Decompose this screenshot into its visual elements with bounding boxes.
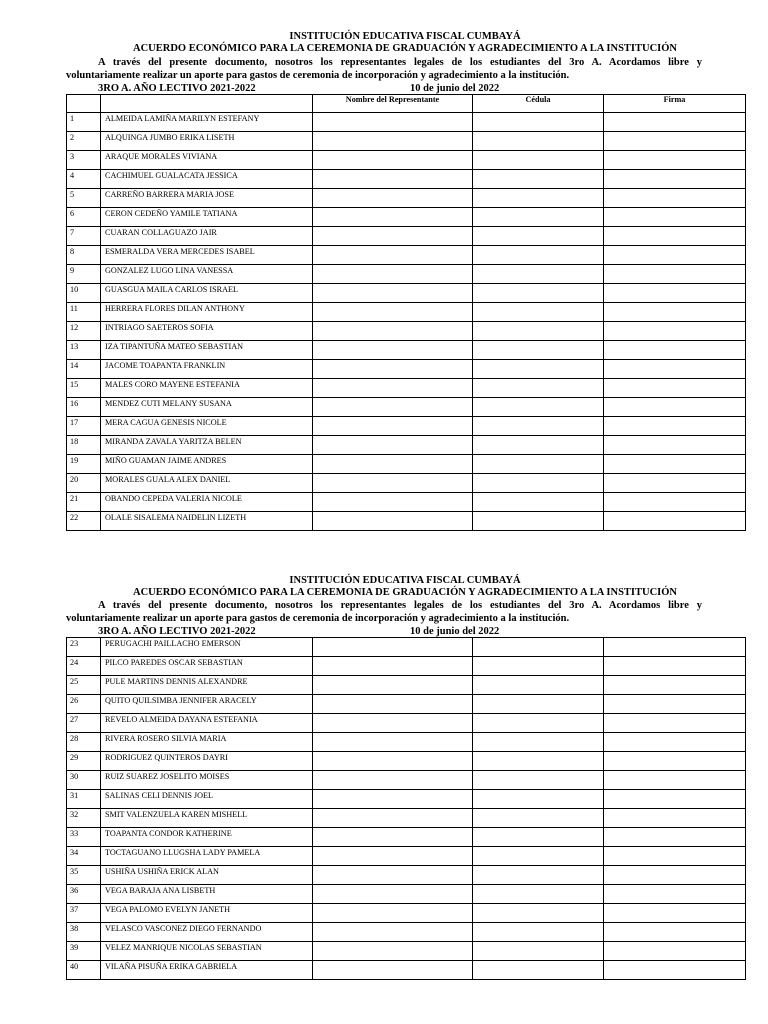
student-name: CARREÑO BARRERA MARIA JOSE [101,189,313,208]
row-number: 9 [67,265,101,284]
id-number-field[interactable] [473,809,604,828]
table-row [67,265,746,284]
table-row [67,866,746,885]
table-row [67,657,746,676]
student-name: IZA TIPANTUÑA MATEO SEBASTIAN [101,341,313,360]
student-name: VILAÑA PISUÑA ERIKA GABRIELA [101,961,313,980]
student-name: MERA CAGUA GENESIS NICOLE [101,417,313,436]
id-number-field[interactable] [473,341,604,360]
table-row [67,676,746,695]
student-name: VELASCO VASCONEZ DIEGO FERNANDO [101,923,313,942]
signature-field[interactable] [604,208,746,227]
table-row [67,512,746,531]
student-name: ARAQUE MORALES VIVIANA [101,151,313,170]
signature-table-1 [66,94,746,531]
representative-name-field[interactable] [313,695,473,714]
representative-name-field[interactable] [313,752,473,771]
representative-name-field[interactable] [313,170,473,189]
id-number-field[interactable] [473,752,604,771]
id-number-field[interactable] [473,733,604,752]
signature-field[interactable] [604,303,746,322]
row-number: 33 [67,828,101,847]
signature-field[interactable] [604,436,746,455]
signature-field[interactable] [604,961,746,980]
representative-name-field[interactable] [313,923,473,942]
student-name: PULE MARTINS DENNIS ALEXANDRE [101,676,313,695]
representative-name-field[interactable] [313,341,473,360]
row-number: 36 [67,885,101,904]
id-number-field[interactable] [473,885,604,904]
representative-name-field[interactable] [313,379,473,398]
row-number: 10 [67,284,101,303]
signature-field[interactable] [604,132,746,151]
student-name: VEGA PALOMO EVELYN JANETH [101,904,313,923]
signature-field[interactable] [604,379,746,398]
row-number: 19 [67,455,101,474]
row-number: 17 [67,417,101,436]
representative-name-field[interactable] [313,771,473,790]
representative-name-field[interactable] [313,961,473,980]
student-name: GUASGUA MAILA CARLOS ISRAEL [101,284,313,303]
intro-line-1: A través del presente documento, nosotros los representantes legales de los estudiantes del 3ro A. Acordamos libre y [98,57,702,68]
institution-title: INSTITUCIÓN EDUCATIVA FISCAL CUMBAYÁ [289,31,521,42]
table-row [67,208,746,227]
signature-field[interactable] [604,322,746,341]
signature-field[interactable] [604,733,746,752]
signature-field[interactable] [604,170,746,189]
table-row [67,638,746,657]
id-number-field[interactable] [473,695,604,714]
student-name: REVELO ALMEIDA DAYANA ESTEFANIA [101,714,313,733]
row-number: 16 [67,398,101,417]
agreement-title: ACUERDO ECONÓMICO PARA LA CEREMONIA DE GRADUACIÓN Y AGRADECIMIENTO A LA INSTITUCIÓN [132,42,678,54]
institution-title: INSTITUCIÓN EDUCATIVA FISCAL CUMBAYÁ [289,575,521,586]
table-row [67,828,746,847]
representative-name-field[interactable] [313,657,473,676]
column-header-id: Cédula [473,95,604,113]
student-name: CERON CEDEÑO YAMILE TATIANA [101,208,313,227]
id-number-field[interactable] [473,132,604,151]
signature-field[interactable] [604,360,746,379]
row-number: 15 [67,379,101,398]
representative-name-field[interactable] [313,809,473,828]
student-name: MIÑO GUAMAN JAIME ANDRES [101,455,313,474]
id-number-field[interactable] [473,113,604,132]
row-number: 29 [67,752,101,771]
student-name: TOCTAGUANO LLUGSHA LADY PAMELA [101,847,313,866]
row-number: 31 [67,790,101,809]
signature-field[interactable] [604,942,746,961]
signature-field[interactable] [604,341,746,360]
signature-field[interactable] [604,657,746,676]
representative-name-field[interactable] [313,265,473,284]
representative-name-field[interactable] [313,284,473,303]
row-number: 34 [67,847,101,866]
row-number: 3 [67,151,101,170]
table-row [67,847,746,866]
column-header-signature: Firma [604,95,746,113]
table-row [67,714,746,733]
student-name: RODRIGUEZ QUINTEROS DAYRI [101,752,313,771]
document-date: 10 de junio del 2022 [410,83,500,94]
id-number-field[interactable] [473,322,604,341]
table-body-1 [67,113,746,531]
signature-field[interactable] [604,493,746,512]
student-name: MORALES GUALA ALEX DANIEL [101,474,313,493]
table-row [67,493,746,512]
representative-name-field[interactable] [313,638,473,657]
row-number: 38 [67,923,101,942]
class-year: 3RO A. AÑO LECTIVO 2021-2022 [98,626,256,637]
representative-name-field[interactable] [313,942,473,961]
row-number: 18 [67,436,101,455]
signature-field[interactable] [604,246,746,265]
id-number-field[interactable] [473,904,604,923]
signature-field[interactable] [604,752,746,771]
sheet2-header [66,575,744,598]
signature-field[interactable] [604,904,746,923]
intro-paragraph [66,600,702,625]
row-number: 11 [67,303,101,322]
table-row [67,474,746,493]
row-number: 5 [67,189,101,208]
representative-name-field[interactable] [313,303,473,322]
student-name: USHIÑA USHIÑA ERICK ALAN [101,866,313,885]
id-number-field[interactable] [473,657,604,676]
table-row [67,436,746,455]
signature-field[interactable] [604,265,746,284]
representative-name-field[interactable] [313,828,473,847]
row-number: 28 [67,733,101,752]
table-row [67,752,746,771]
row-number: 20 [67,474,101,493]
column-header-number [67,95,101,113]
id-number-field[interactable] [473,284,604,303]
id-number-field[interactable] [473,227,604,246]
id-number-field[interactable] [473,771,604,790]
signature-field[interactable] [604,113,746,132]
student-name: ESMERALDA VERA MERCEDES ISABEL [101,246,313,265]
table-row [67,771,746,790]
signature-field[interactable] [604,790,746,809]
table-row [67,360,746,379]
table-row [67,189,746,208]
row-number: 27 [67,714,101,733]
sheet1-header [66,31,744,54]
row-number: 14 [67,360,101,379]
table-row [67,417,746,436]
signature-field[interactable] [604,638,746,657]
id-number-field[interactable] [473,961,604,980]
signature-field[interactable] [604,885,746,904]
student-name: HERRERA FLORES DILAN ANTHONY [101,303,313,322]
signature-field[interactable] [604,398,746,417]
representative-name-field[interactable] [313,132,473,151]
representative-name-field[interactable] [313,417,473,436]
table-row [67,923,746,942]
table-row [67,790,746,809]
signature-field[interactable] [604,923,746,942]
table-row [67,341,746,360]
representative-name-field[interactable] [313,151,473,170]
signature-field[interactable] [604,809,746,828]
row-number: 4 [67,170,101,189]
id-number-field[interactable] [473,189,604,208]
row-number: 25 [67,676,101,695]
signature-field[interactable] [604,284,746,303]
agreement-title: ACUERDO ECONÓMICO PARA LA CEREMONIA DE GRADUACIÓN Y AGRADECIMIENTO A LA INSTITUCIÓN [132,586,678,598]
student-name: GONZALEZ LUGO LINA VANESSA [101,265,313,284]
id-number-field[interactable] [473,151,604,170]
row-number: 39 [67,942,101,961]
table-row [67,809,746,828]
table-header-row [67,95,746,113]
student-name: CUARAN COLLAGUAZO JAIR [101,227,313,246]
id-number-field[interactable] [473,493,604,512]
student-name: VELEZ MANRIQUE NICOLAS SEBASTIAN [101,942,313,961]
table-row [67,455,746,474]
row-number: 32 [67,809,101,828]
representative-name-field[interactable] [313,904,473,923]
student-name: CACHIMUEL GUALACATA JESSICA [101,170,313,189]
signature-field[interactable] [604,189,746,208]
signature-field[interactable] [604,474,746,493]
student-name: MIRANDA ZAVALA YARITZA BELEN [101,436,313,455]
row-number: 8 [67,246,101,265]
class-year: 3RO A. AÑO LECTIVO 2021-2022 [98,83,256,94]
table-row [67,379,746,398]
student-name: VEGA BARAJA ANA LISBETH [101,885,313,904]
representative-name-field[interactable] [313,866,473,885]
signature-field[interactable] [604,151,746,170]
student-name: OLALE SISALEMA NAIDELIN LIZETH [101,512,313,531]
id-number-field[interactable] [473,790,604,809]
table-row [67,942,746,961]
id-number-field[interactable] [473,436,604,455]
row-number: 35 [67,866,101,885]
representative-name-field[interactable] [313,474,473,493]
representative-name-field[interactable] [313,246,473,265]
row-number: 13 [67,341,101,360]
representative-name-field[interactable] [313,512,473,531]
id-number-field[interactable] [473,398,604,417]
intro-line-2: voluntariamente realizar un aporte para gastos de ceremonia de incorporación y agradecimiento a la institución. [66,69,570,81]
table-row [67,170,746,189]
student-name: TOAPANTA CONDOR KATHERINE [101,828,313,847]
id-number-field[interactable] [473,866,604,885]
student-name: SMIT VALENZUELA KAREN MISHELL [101,809,313,828]
signature-field[interactable] [604,847,746,866]
representative-name-field[interactable] [313,676,473,695]
representative-name-field[interactable] [313,847,473,866]
id-number-field[interactable] [473,379,604,398]
id-number-field[interactable] [473,170,604,189]
id-number-field[interactable] [473,828,604,847]
signature-field[interactable] [604,455,746,474]
student-name: MENDEZ CUTI MELANY SUSANA [101,398,313,417]
table-row [67,284,746,303]
column-header-representative: Nombre del Representante [313,95,473,113]
table-body-2 [67,638,746,980]
row-number: 12 [67,322,101,341]
representative-name-field[interactable] [313,322,473,341]
id-number-field[interactable] [473,942,604,961]
student-name: QUITO QUILSIMBA JENNIFER ARACELY [101,695,313,714]
student-name: ALMEIDA LAMIÑA MARILYN ESTEFANY [101,113,313,132]
student-name: PILCO PAREDES OSCAR SEBASTIAN [101,657,313,676]
signature-field[interactable] [604,866,746,885]
signature-field[interactable] [604,695,746,714]
row-number: 30 [67,771,101,790]
student-name: JACOME TOAPANTA FRANKLIN [101,360,313,379]
row-number: 24 [67,657,101,676]
id-number-field[interactable] [473,455,604,474]
table-row [67,885,746,904]
signature-field[interactable] [604,828,746,847]
representative-name-field[interactable] [313,398,473,417]
table-row [67,733,746,752]
intro-line-1: A través del presente documento, nosotros los representantes legales de los estudiantes del 3ro A. Acordamos libre y [98,600,702,611]
table-row [67,398,746,417]
id-number-field[interactable] [473,360,604,379]
column-header-student [101,95,313,113]
student-name: OBANDO CEPEDA VALERIA NICOLE [101,493,313,512]
table-row [67,695,746,714]
row-number: 21 [67,493,101,512]
representative-name-field[interactable] [313,714,473,733]
intro-line-2: voluntariamente realizar un aporte para gastos de ceremonia de incorporación y agradecimiento a la institución. [66,612,570,624]
representative-name-field[interactable] [313,885,473,904]
id-number-field[interactable] [473,714,604,733]
signature-field[interactable] [604,417,746,436]
signature-field[interactable] [604,714,746,733]
row-number: 1 [67,113,101,132]
row-number: 7 [67,227,101,246]
student-name: SALINAS CELI DENNIS JOEL [101,790,313,809]
representative-name-field[interactable] [313,227,473,246]
representative-name-field[interactable] [313,360,473,379]
id-number-field[interactable] [473,923,604,942]
table-row [67,151,746,170]
representative-name-field[interactable] [313,455,473,474]
representative-name-field[interactable] [313,733,473,752]
document-date: 10 de junio del 2022 [410,626,500,637]
row-number: 2 [67,132,101,151]
signature-field[interactable] [604,512,746,531]
id-number-field[interactable] [473,417,604,436]
representative-name-field[interactable] [313,113,473,132]
id-number-field[interactable] [473,638,604,657]
representative-name-field[interactable] [313,436,473,455]
student-name: INTRIAGO SAETEROS SOFIA [101,322,313,341]
intro-paragraph [66,57,702,82]
student-name: ALQUINGA JUMBO ERIKA LISETH [101,132,313,151]
id-number-field[interactable] [473,676,604,695]
id-number-field[interactable] [473,246,604,265]
id-number-field[interactable] [473,512,604,531]
student-name: MALES CORO MAYENE ESTEFANIA [101,379,313,398]
table-row [67,132,746,151]
student-name: RUIZ SUAREZ JOSELITO MOISES [101,771,313,790]
representative-name-field[interactable] [313,790,473,809]
table-row [67,227,746,246]
table-row [67,904,746,923]
signature-field[interactable] [604,771,746,790]
table-row [67,113,746,132]
representative-name-field[interactable] [313,208,473,227]
signature-field[interactable] [604,227,746,246]
row-number: 37 [67,904,101,923]
signature-table-2 [66,637,746,980]
table-row [67,246,746,265]
representative-name-field[interactable] [313,493,473,512]
row-number: 6 [67,208,101,227]
student-name: RIVERA ROSERO SILVIA MARIA [101,733,313,752]
table-row [67,322,746,341]
id-number-field[interactable] [473,265,604,284]
row-number: 22 [67,512,101,531]
id-number-field[interactable] [473,208,604,227]
student-name: PERUGACHI PAILLACHO EMERSON [101,638,313,657]
representative-name-field[interactable] [313,189,473,208]
table-row [67,961,746,980]
id-number-field[interactable] [473,303,604,322]
table-row [67,303,746,322]
id-number-field[interactable] [473,474,604,493]
id-number-field[interactable] [473,847,604,866]
row-number: 23 [67,638,101,657]
row-number: 40 [67,961,101,980]
row-number: 26 [67,695,101,714]
signature-field[interactable] [604,676,746,695]
